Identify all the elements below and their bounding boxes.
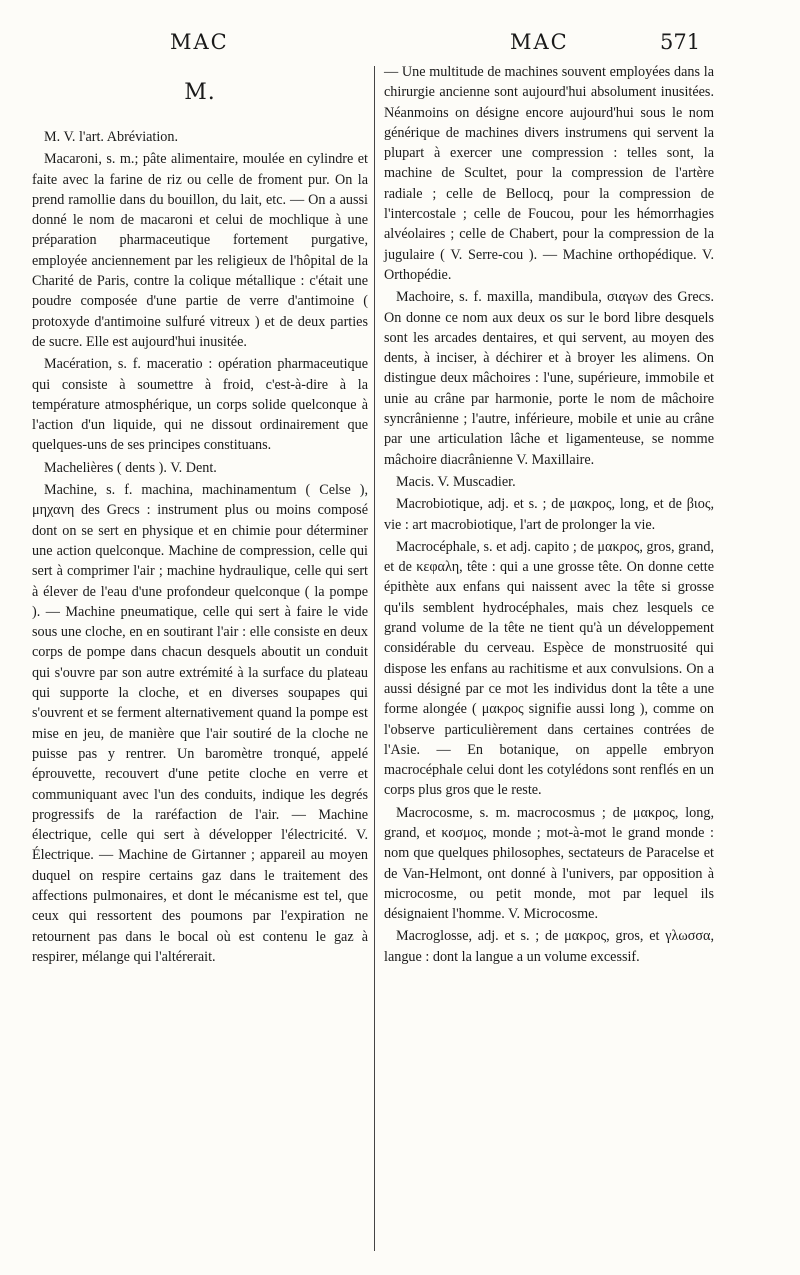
entry-macis: Macis. V. Muscadier. — [396, 473, 516, 490]
entry-macroglosse: Macroglosse, adj. et s. ; de μακρος, gros, et γλωσσα, langue : dont la langue a un volume excessif. — [384, 928, 714, 965]
entry-maceration: Macération, s. f. maceratio : opération pharmaceutique qui consiste à soumettre à froid, c'est-à-dire à la température atmosphérique, un corps solide quelconque à l'action d'un liquide, qui ne dissout ordinairement que quelques-uns de ses principes constituans. — [32, 356, 368, 454]
entry-machoire: Machoire, s. f. maxilla, mandibula, σιαγων des Grecs. On donne ce nom aux deux os sur le bord libre desquels sont les arcades dentaires, et qui servent, au moyen des dents, à inciser, à déchirer et à broyer les alimens. On distingue deux mâchoires : l'une, supérieure, immobile et unie au crâne par harmonie, porte le nom de mâchoire syncrânienne ; l'autre, inférieure, mobile et unie au crâne par une articulation lâche et ligamenteuse, se nomme mâchoire diacrânienne V. Maxillaire. — [384, 289, 714, 468]
right-running-head: MAC — [510, 30, 569, 54]
entry-macrocosme: Macrocosme, s. m. macrocosmus ; de μακρος, long, grand, et κοσμος, monde ; mot-à-mot le grand monde : nom que quelques philosophes, sectateurs de Paracelse et de Van-Helmont, ont donné à l'univers, par opposition à microcosme, ou petit monde, mot par lequel ils désignaient l'homme. V. Microcosme. — [384, 804, 714, 923]
entry-macrobiotique: Macrobiotique, adj. et s. ; de μακρος, long, et de βιος, vie : art macrobiotique, l'art de prolonger la vie. — [384, 496, 714, 533]
column-divider — [374, 66, 375, 1251]
right-column — [384, 62, 714, 967]
left-column — [32, 62, 368, 967]
entry-machine: Machine, s. f. machina, machinamentum ( Celse ), μηχανη des Grecs : instrument plus ou moins composé dont on se sert en physique et en chimie pour déterminer une action quelconque. Machine de compression, celle qui sert à comprimer l'air ; machine hydraulique, celle qui sert à élever de l'eau d'une profondeur quelconque ( la pompe ). — Machine pneumatique, celle qui sert à faire le vide sous une cloche, en en soutirant l'air : elle consiste en deux corps de pompe dans chacun desquels aboutit un conduit qui s'ouvre par son autre extrémité à la surface du plateau qui supporte la cloche, et en diverses soupapes qui s'ouvrent et se ferment alternativement quand la pompe est mise en jeu, de manière que l'air soutiré de la cloche ne puisse pas y rentrer. Un baromètre tronqué, appelé éprouvette, recouvert d'une petite cloche en verre et communiquant avec l'un des conduits, indique les degrés progressifs de la raréfaction de l'air. — Machine électrique, celle qui sert à développer l'électricité. V. Électrique. — Machine de Girtanner ; appareil au moyen duquel on respire certains gaz dans le traitement des affections pulmonaires, et dont le mécanisme est tel, que ceux qui ressortent des poumons par l'expiration ne retournent pas dans le bocal où est contenu le gaz à respirer, mélange qui l'altérerait. — [32, 482, 368, 965]
entry-machelieres: Machelières ( dents ). V. Dent. — [44, 459, 217, 476]
left-running-head: MAC — [170, 30, 229, 54]
entry-m: M. V. l'art. Abréviation. — [44, 129, 179, 145]
entry-macaroni: Macaroni, s. m.; pâte alimentaire, moulée en cylindre et faite avec la farine de riz ou celle de froment pur. On la prend ramollie dans du bouillon, du lait, etc. — On a aussi donné le nom de macaroni et celui de mochlique à une préparation pharmaceutique fortement purgative, employée anciennement par les religieux de l'hôpital de la Charité de Paris, contre la colique métallique : c'était une poudre composée d'une partie de verre d'antimoine ( protoxyde d'antimoine sulfuré vitreux ) et de deux parties de sucre. Elle est aujourd'hui inusitée. — [32, 151, 368, 350]
page-number: 571 — [660, 30, 701, 54]
entry-macrocephale: Macrocéphale, s. et adj. capito ; de μακρος, gros, grand, et de κεφαλη, tête : qui a une grosse tête. On donne cette épithète aux enfans qui naissent avec la tête si grosse qu'ils semblent hydrocéphales, mais chez lesquels ce grand volume de la tête ne tient qu'à un développement considérable du cerveau. Espèce de monstruosité qui dispose les enfans au rachitisme et aux convulsions. On a aussi désigné par ce mot les individus dont la tête a une forme alongée ( μακρος signifie aussi long ), comme on l'observe particulièrement dans certaines contrées de l'Asie. — En botanique, on appelle embryon macrocéphale celui dont les cotylédons sont renflés en un corps plus gros que le reste. — [384, 538, 714, 799]
section-letter: M. — [184, 80, 216, 105]
entry-machine-continued: — Une multitude de machines souvent employées dans la chirurgie ancienne sont aujourd'hui absolument inusitées. Néanmoins on désigne encore aujourd'hui sous le nom générique de machines divers instrumens qui servent la plupart à exercer une compression : telles sont, la machine de Scultet, pour la compression de l'artère radiale ; celle de Bellocq, pour la compression de l'intercostale ; celle de Foucou, pour les hémorrhagies alvéolaires ; celle de Chabert, pour la compression de la jugulaire ( V. Serre-cou ). — Machine orthopédique. V. Orthopédie. — [384, 64, 714, 283]
